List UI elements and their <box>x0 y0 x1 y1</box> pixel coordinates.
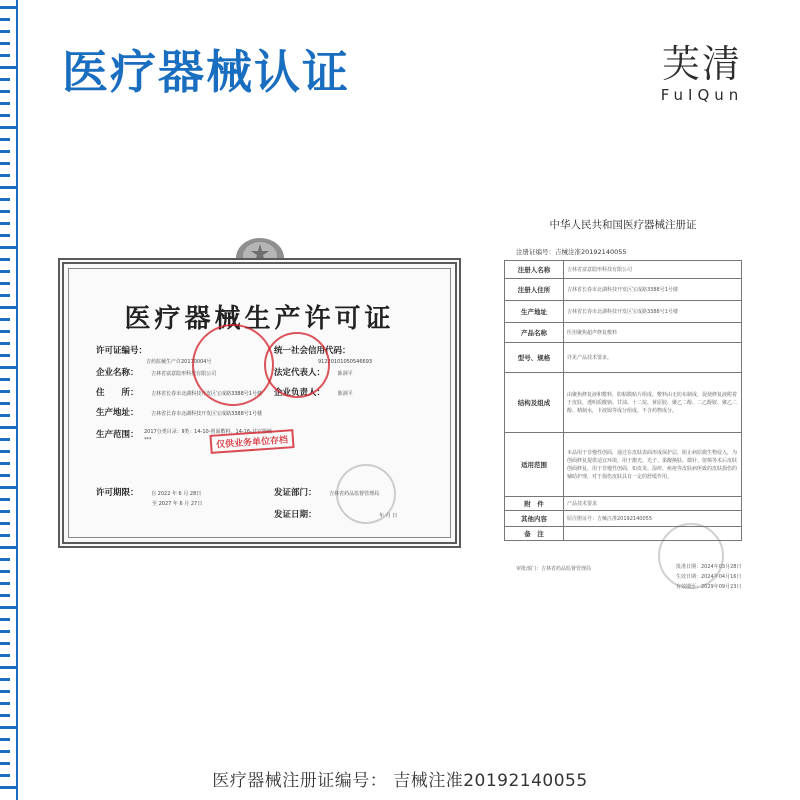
ruler-tick <box>0 414 10 417</box>
ruler-tick <box>0 378 10 381</box>
ruler-tick <box>0 534 10 537</box>
authority-seal-stamp <box>336 464 396 524</box>
registration-caption: 医疗器械注册证编号： 吉械注准20192140055 <box>212 771 588 791</box>
production-license-certificate <box>58 258 461 548</box>
registration-certificate <box>498 205 748 590</box>
effective-date: 生效日期：2024年04月16日 <box>676 574 742 580</box>
ruler-tick <box>0 642 10 645</box>
ruler-tick <box>0 306 18 309</box>
ruler-tick <box>0 726 18 729</box>
ruler-tick <box>0 186 18 189</box>
ruler-line <box>16 0 18 800</box>
registration-title: 中华人民共和国医疗器械注册证 <box>549 219 697 231</box>
ruler-decoration <box>0 0 20 800</box>
legal-rep-field: 法定代表人： 陈洞平 <box>274 368 353 378</box>
ruler-tick <box>0 390 10 393</box>
ruler-tick <box>0 270 10 273</box>
ruler-tick <box>0 474 10 477</box>
ruler-tick <box>0 426 18 429</box>
ruler-tick <box>0 582 10 585</box>
ruler-tick <box>0 654 10 657</box>
ruler-tick <box>0 570 10 573</box>
archive-only-stamp: 仅供业务单位存档 <box>209 429 294 454</box>
table-row: 产品名称 医用聚焦超声修复敷料 <box>505 323 742 343</box>
company-name-field: 企业名称： 吉林省富意隐形科技有限公司 <box>96 368 217 378</box>
ruler-tick <box>0 78 10 81</box>
ruler-tick <box>0 594 10 597</box>
production-address-field: 生产地址： 吉林省长春市北湖科技开发区宝成路3388号1号楼 <box>96 408 262 418</box>
ruler-tick <box>0 618 10 621</box>
brand-logo-en: FuIQun <box>660 86 744 104</box>
ruler-tick <box>0 330 10 333</box>
production-scope-field: 生产范围： 2017分类目录：Ⅱ类：14-10-创面敷料，14-16-其它器械*** <box>96 429 272 443</box>
ruler-tick <box>0 162 10 165</box>
ruler-tick <box>0 126 18 129</box>
ruler-tick <box>0 714 10 717</box>
credit-code-field: 统一社会信用代码： 91220101050546693 <box>274 346 373 365</box>
table-row: 生产地址 吉林省长春市北湖科技开发区宝成路3388号1号楼 <box>505 301 742 323</box>
ruler-tick <box>0 66 18 69</box>
company-seal-stamp <box>192 324 274 406</box>
ruler-tick <box>0 546 18 549</box>
ruler-tick <box>0 678 10 681</box>
table-row: 注册人名称 吉林省富意隐形科技有限公司 <box>505 261 742 279</box>
ruler-tick <box>0 702 10 705</box>
ruler-tick <box>0 210 10 213</box>
ruler-tick <box>0 42 10 45</box>
ruler-tick <box>0 510 10 513</box>
brand-logo <box>652 42 752 104</box>
registration-table <box>504 260 742 541</box>
ruler-tick <box>0 138 10 141</box>
ruler-tick <box>0 174 10 177</box>
table-row: 结构及组成 由聚焦修复液和敷料，防粘膜贴片组成。敷料由无纺布制成，促使修复液附着于皮肤，透明质酸钠、甘油、十二烷、黄原胶、聚乙二醇、二乙醇胺、聚乙二醇、精制水，卡波姆等成分组成，不含药物成分。 <box>505 373 742 433</box>
expiry-date: 有效期至：2029年09月23日 <box>676 584 742 590</box>
license-number-field: 许可证编号： 吉药监械生产许20170004号 <box>96 346 212 365</box>
ruler-tick <box>0 462 10 465</box>
ruler-tick <box>0 150 10 153</box>
ruler-tick <box>0 6 18 9</box>
ruler-tick <box>0 486 18 489</box>
table-row: 注册人住所 吉林省长春市北湖科技开发区宝成路3388号1号楼 <box>505 279 742 301</box>
ruler-tick <box>0 750 10 753</box>
registration-number: 注册证编号：吉械注准20192140055 <box>516 248 627 256</box>
ruler-tick <box>0 282 10 285</box>
table-row: 其他内容 原注册证号：吉械注准20192140055 <box>505 511 742 527</box>
validity-field: 许可期限： 自 2022 年 6 月 28日 至 2027 年 6 月 27日 <box>96 488 203 507</box>
ruler-tick <box>0 114 10 117</box>
ruler-tick <box>0 522 10 525</box>
ruler-tick <box>0 630 10 633</box>
table-row: 型号、规格 详见产品技术要求。 <box>505 343 742 373</box>
ruler-tick <box>0 690 10 693</box>
ruler-tick <box>0 246 18 249</box>
table-row: 适用范围 本品用于非慢性创面，通过在皮肤表面形成保护层，阻止病原微生物侵入，为创面修复提供适宜环境，用于激光、光子、果酸换肤、微针、射频等术后皮肤创面修复，用于非慢性创面，如皮炎、湿疹、痤疮等皮肤病所致的皮肤损伤的辅助护理，对于损伤皮肤具有一定的舒缓作用。 <box>505 433 742 497</box>
registration-seal-stamp <box>658 523 724 589</box>
brand-logo-cn: 芙清 <box>661 42 742 86</box>
table-row: 备 注 <box>505 527 742 541</box>
page-title: 医疗器械认证 <box>62 45 350 99</box>
ruler-tick <box>0 54 10 57</box>
ruler-tick <box>0 234 10 237</box>
ruler-tick <box>0 342 10 345</box>
ruler-tick <box>0 558 10 561</box>
ruler-tick <box>0 294 10 297</box>
ruler-tick <box>0 498 10 501</box>
ruler-tick <box>0 402 10 405</box>
issue-date-field: 发证日期： 年 月 日 <box>274 510 398 520</box>
legal-rep-seal-stamp <box>264 332 330 398</box>
ruler-tick <box>0 318 10 321</box>
ruler-tick <box>0 666 18 669</box>
ruler-tick <box>0 354 10 357</box>
ruler-tick <box>0 450 10 453</box>
residence-field: 住 所： 吉林省长春市北湖科技开发区宝成路3388号1号楼 <box>96 388 262 398</box>
ruler-tick <box>0 606 18 609</box>
license-title: 医疗器械生产许可证 <box>124 304 395 334</box>
ruler-tick <box>0 258 10 261</box>
issuing-dept-field: 发证部门： 吉林省药品监督管理局 <box>274 488 380 498</box>
table-row: 附 件 产品技术要求 <box>505 497 742 511</box>
approval-date: 批准日期：2024年03月28日 <box>676 564 742 570</box>
ruler-tick <box>0 102 10 105</box>
enterprise-head-field: 企业负责人： 陈洞平 <box>274 388 353 398</box>
ruler-tick <box>0 738 10 741</box>
ruler-tick <box>0 198 10 201</box>
approval-authority: 审批部门：吉林省药品监督管理局 <box>516 566 592 572</box>
ruler-tick <box>0 762 10 765</box>
ruler-tick <box>0 90 10 93</box>
ruler-tick <box>0 366 18 369</box>
ruler-tick <box>0 18 10 21</box>
ruler-tick <box>0 438 10 441</box>
ruler-tick <box>0 30 10 33</box>
ruler-tick <box>0 222 10 225</box>
